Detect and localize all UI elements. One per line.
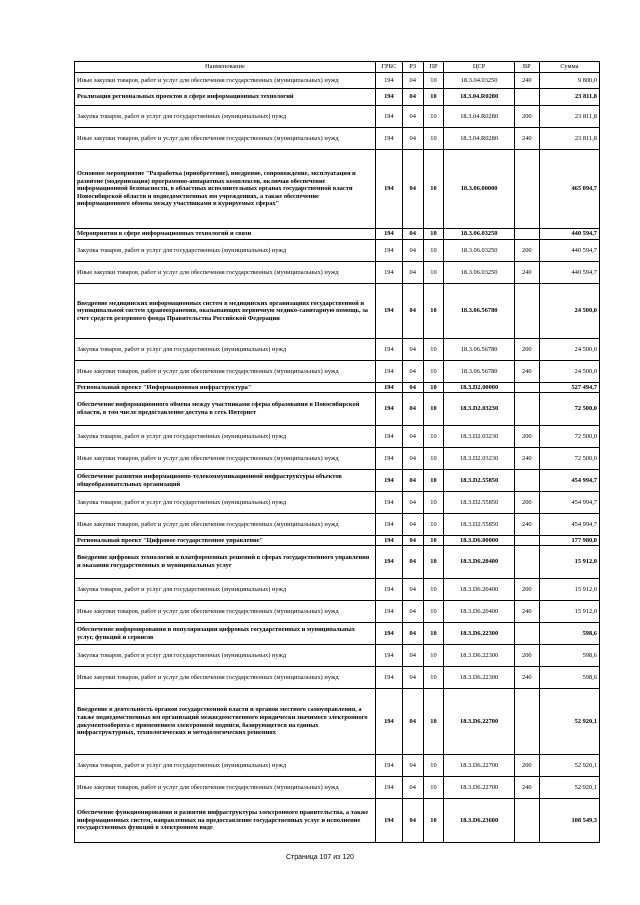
cell-csr: 18.3.06.56780 xyxy=(444,284,515,339)
table-row xyxy=(75,229,600,240)
cell-grbs: 194 xyxy=(375,240,402,262)
cell-vr: 240 xyxy=(514,262,539,284)
cell-grbs: 194 xyxy=(375,448,402,470)
cell-sum: 23 811,8 xyxy=(539,128,599,150)
table-row xyxy=(75,73,600,89)
cell-pr: 10 xyxy=(423,492,444,514)
cell-grbs: 194 xyxy=(375,777,402,799)
table-row xyxy=(75,579,600,601)
cell-pr: 10 xyxy=(423,601,444,623)
cell-grbs: 194 xyxy=(375,546,402,579)
cell-rz: 04 xyxy=(402,240,423,262)
cell-name: Реализация региональных проектов в сфере информационных технологий xyxy=(75,89,376,106)
cell-grbs: 194 xyxy=(375,150,402,229)
cell-vr xyxy=(514,470,539,492)
cell-grbs: 194 xyxy=(375,689,402,755)
cell-pr: 10 xyxy=(423,470,444,492)
table-row xyxy=(75,426,600,448)
cell-pr: 10 xyxy=(423,755,444,777)
table-row xyxy=(75,623,600,645)
cell-pr: 10 xyxy=(423,262,444,284)
table-row xyxy=(75,106,600,128)
cell-grbs: 194 xyxy=(375,536,402,546)
cell-vr: 240 xyxy=(514,514,539,536)
cell-csr: 18.3.D2.55850 xyxy=(444,470,515,492)
cell-vr: 200 xyxy=(514,755,539,777)
table-row xyxy=(75,645,600,667)
table-row xyxy=(75,492,600,514)
cell-name: Иные закупки товаров, работ и услуг для обеспечения государственных (муниципальных) нужд xyxy=(75,777,376,799)
cell-name: Иные закупки товаров, работ и услуг для обеспечения государственных (муниципальных) нужд xyxy=(75,448,376,470)
cell-pr: 10 xyxy=(423,89,444,106)
table-row xyxy=(75,128,600,150)
cell-sum: 23 811,8 xyxy=(539,106,599,128)
cell-vr xyxy=(514,799,539,843)
cell-name: Иные закупки товаров, работ и услуг для обеспечения государственных (муниципальных) нужд xyxy=(75,361,376,383)
cell-grbs: 194 xyxy=(375,645,402,667)
cell-grbs: 194 xyxy=(375,799,402,843)
cell-rz: 04 xyxy=(402,150,423,229)
table-row xyxy=(75,667,600,689)
cell-sum: 72 500,0 xyxy=(539,426,599,448)
cell-name: Закупка товаров, работ и услуг для государственных (муниципальных) нужд xyxy=(75,579,376,601)
cell-vr xyxy=(514,89,539,106)
cell-rz: 04 xyxy=(402,777,423,799)
cell-rz: 04 xyxy=(402,799,423,843)
table-row xyxy=(75,240,600,262)
cell-sum: 440 594,7 xyxy=(539,240,599,262)
cell-csr: 18.3.D6.22700 xyxy=(444,689,515,755)
cell-vr xyxy=(514,536,539,546)
cell-csr: 18.3.D6.22300 xyxy=(444,623,515,645)
cell-sum: 52 920,1 xyxy=(539,755,599,777)
cell-name: Региональный проект "Информационная инфраструктура" xyxy=(75,383,376,393)
cell-pr: 10 xyxy=(423,579,444,601)
cell-name: Внедрение цифровых технологий и платформенных решений в сферах государственного управления и оказания государственных и муниципальных услуг xyxy=(75,546,376,579)
cell-csr: 18.3.06.03250 xyxy=(444,229,515,240)
cell-grbs: 194 xyxy=(375,361,402,383)
cell-rz: 04 xyxy=(402,536,423,546)
cell-csr: 18.3.D6.22300 xyxy=(444,645,515,667)
cell-vr xyxy=(514,383,539,393)
cell-rz: 04 xyxy=(402,339,423,361)
cell-pr: 10 xyxy=(423,777,444,799)
cell-vr: 240 xyxy=(514,448,539,470)
cell-vr xyxy=(514,689,539,755)
cell-pr: 10 xyxy=(423,361,444,383)
cell-csr: 18.3.04.R0280 xyxy=(444,89,515,106)
cell-name: Региональный проект "Цифровое государственное управление" xyxy=(75,536,376,546)
cell-vr xyxy=(514,546,539,579)
cell-name: Внедрение медицинских информационных систем в медицинских организациях государственной и муниципальной систем здравоохранения, оказывающих первичную медико-санитарную помощь, за счет средств резервного фонда Правительства Российской Федерации xyxy=(75,284,376,339)
cell-rz: 04 xyxy=(402,383,423,393)
cell-vr xyxy=(514,150,539,229)
cell-rz: 04 xyxy=(402,229,423,240)
cell-pr: 10 xyxy=(423,623,444,645)
cell-pr: 10 xyxy=(423,150,444,229)
cell-rz: 04 xyxy=(402,262,423,284)
cell-csr: 18.3.D2.03230 xyxy=(444,448,515,470)
cell-pr: 10 xyxy=(423,393,444,426)
table-row xyxy=(75,755,600,777)
cell-sum: 15 912,0 xyxy=(539,546,599,579)
cell-name: Мероприятия в сфере информационных технологий и связи xyxy=(75,229,376,240)
cell-rz: 04 xyxy=(402,755,423,777)
cell-vr: 240 xyxy=(514,73,539,89)
cell-name: Обеспечение информационного обмена между участниками сферы образования в Новосибирской области, в том числе предоставление доступа в сеть Интернет xyxy=(75,393,376,426)
cell-pr: 10 xyxy=(423,448,444,470)
cell-grbs: 194 xyxy=(375,579,402,601)
cell-grbs: 194 xyxy=(375,514,402,536)
cell-sum: 15 912,0 xyxy=(539,601,599,623)
table-row xyxy=(75,448,600,470)
cell-sum: 52 920,1 xyxy=(539,777,599,799)
cell-vr: 240 xyxy=(514,361,539,383)
cell-grbs: 194 xyxy=(375,73,402,89)
budget-table xyxy=(74,61,600,843)
cell-csr: 18.3.D6.20400 xyxy=(444,579,515,601)
header-grbs: ГРБС xyxy=(375,62,402,73)
cell-sum: 598,6 xyxy=(539,645,599,667)
cell-name: Закупка товаров, работ и услуг для государственных (муниципальных) нужд xyxy=(75,339,376,361)
cell-vr xyxy=(514,229,539,240)
cell-vr: 200 xyxy=(514,579,539,601)
cell-pr: 10 xyxy=(423,383,444,393)
cell-name: Иные закупки товаров, работ и услуг для обеспечения государственных (муниципальных) нужд xyxy=(75,73,376,89)
cell-rz: 04 xyxy=(402,128,423,150)
cell-name: Иные закупки товаров, работ и услуг для обеспечения государственных (муниципальных) нужд xyxy=(75,667,376,689)
table-row xyxy=(75,383,600,393)
cell-grbs: 194 xyxy=(375,128,402,150)
cell-pr: 10 xyxy=(423,284,444,339)
cell-vr: 240 xyxy=(514,777,539,799)
cell-sum: 24 500,0 xyxy=(539,284,599,339)
cell-vr xyxy=(514,393,539,426)
cell-sum: 177 980,0 xyxy=(539,536,599,546)
cell-csr: 18.3.D6.22700 xyxy=(444,755,515,777)
cell-pr: 10 xyxy=(423,645,444,667)
header-pr: ПР xyxy=(423,62,444,73)
cell-name: Внедрение в деятельность органов государственной власти и органов местного самоуправления, а также подведомственных им организаций межведомственного юридически значимого электронного документооборота с применением электронной подписи, базирующегося на единых инфраструктурных, технологических и методологических решениях xyxy=(75,689,376,755)
header-csr: ЦСР xyxy=(444,62,515,73)
cell-csr: 18.3.06.56780 xyxy=(444,361,515,383)
cell-csr: 18.3.04.R0280 xyxy=(444,106,515,128)
cell-sum: 454 994,7 xyxy=(539,514,599,536)
cell-sum: 72 500,0 xyxy=(539,393,599,426)
cell-pr: 10 xyxy=(423,240,444,262)
cell-sum: 598,6 xyxy=(539,667,599,689)
cell-name: Закупка товаров, работ и услуг для государственных (муниципальных) нужд xyxy=(75,240,376,262)
cell-csr: 18.3.D2.03230 xyxy=(444,393,515,426)
cell-name: Основное мероприятие "Разработка (приобретение), внедрение, сопровождение, эксплуатация и развитие (модернизация) программно-аппаратных комплексов, включая обеспечение информационной безопасности, в областных исполнительных органах государственной власти Новосибирской области и подведомственных им учреждениях, а также обеспечение информационного обмена между участниками в курируемых сферах" xyxy=(75,150,376,229)
cell-csr: 18.3.06.56780 xyxy=(444,339,515,361)
header-rz: РЗ xyxy=(402,62,423,73)
cell-sum: 24 500,0 xyxy=(539,339,599,361)
table-row xyxy=(75,284,600,339)
cell-rz: 04 xyxy=(402,579,423,601)
table-row xyxy=(75,262,600,284)
cell-grbs: 194 xyxy=(375,393,402,426)
cell-sum: 72 500,0 xyxy=(539,448,599,470)
cell-rz: 04 xyxy=(402,426,423,448)
cell-pr: 10 xyxy=(423,229,444,240)
cell-vr: 240 xyxy=(514,601,539,623)
cell-pr: 10 xyxy=(423,536,444,546)
cell-rz: 04 xyxy=(402,393,423,426)
table-header-row xyxy=(75,62,600,73)
cell-name: Закупка товаров, работ и услуг для государственных (муниципальных) нужд xyxy=(75,426,376,448)
cell-name: Иные закупки товаров, работ и услуг для обеспечения государственных (муниципальных) нужд xyxy=(75,262,376,284)
cell-grbs: 194 xyxy=(375,667,402,689)
cell-sum: 454 994,7 xyxy=(539,492,599,514)
cell-csr: 18.3.D6.22700 xyxy=(444,777,515,799)
cell-vr: 200 xyxy=(514,492,539,514)
table-row xyxy=(75,546,600,579)
cell-grbs: 194 xyxy=(375,229,402,240)
cell-rz: 04 xyxy=(402,448,423,470)
cell-vr xyxy=(514,284,539,339)
cell-csr: 18.3.D6.22300 xyxy=(444,667,515,689)
cell-grbs: 194 xyxy=(375,492,402,514)
cell-csr: 18.3.D2.00000 xyxy=(444,383,515,393)
cell-sum: 52 920,1 xyxy=(539,689,599,755)
table-row xyxy=(75,601,600,623)
table-row xyxy=(75,339,600,361)
cell-rz: 04 xyxy=(402,645,423,667)
cell-grbs: 194 xyxy=(375,383,402,393)
cell-pr: 10 xyxy=(423,339,444,361)
cell-rz: 04 xyxy=(402,514,423,536)
cell-pr: 10 xyxy=(423,667,444,689)
cell-name: Закупка товаров, работ и услуг для государственных (муниципальных) нужд xyxy=(75,106,376,128)
cell-csr: 18.3.06.03250 xyxy=(444,262,515,284)
cell-name: Обеспечение информирования и популяризации цифровых государственных и муниципальных услуг, функций и сервисов xyxy=(75,623,376,645)
cell-sum: 440 594,7 xyxy=(539,229,599,240)
cell-grbs: 194 xyxy=(375,601,402,623)
cell-rz: 04 xyxy=(402,73,423,89)
cell-name: Иные закупки товаров, работ и услуг для обеспечения государственных (муниципальных) нужд xyxy=(75,128,376,150)
cell-name: Обеспечение функционирования и развития инфраструктуры электронного правительства, а также информационных систем, направленных на предоставление государственных услуг и исполнение государственных функций в электронном виде xyxy=(75,799,376,843)
cell-csr: 18.3.D2.55850 xyxy=(444,492,515,514)
cell-grbs: 194 xyxy=(375,755,402,777)
table-body xyxy=(75,73,600,843)
cell-pr: 10 xyxy=(423,799,444,843)
cell-grbs: 194 xyxy=(375,339,402,361)
cell-sum: 108 549,3 xyxy=(539,799,599,843)
table-row xyxy=(75,393,600,426)
cell-vr: 200 xyxy=(514,339,539,361)
cell-grbs: 194 xyxy=(375,426,402,448)
header-vr: ВР xyxy=(514,62,539,73)
header-name: Наименование xyxy=(75,62,376,73)
cell-pr: 10 xyxy=(423,73,444,89)
cell-vr xyxy=(514,623,539,645)
cell-pr: 10 xyxy=(423,426,444,448)
cell-csr: 18.3.D2.03230 xyxy=(444,426,515,448)
cell-sum: 23 811,8 xyxy=(539,89,599,106)
table-row xyxy=(75,150,600,229)
page-number: Страница 107 из 120 xyxy=(285,854,355,861)
cell-grbs: 194 xyxy=(375,89,402,106)
cell-csr: 18.3.D2.55850 xyxy=(444,514,515,536)
table-row xyxy=(75,689,600,755)
cell-csr: 18.3.D6.23600 xyxy=(444,799,515,843)
table-row xyxy=(75,514,600,536)
cell-csr: 18.3.D6.20400 xyxy=(444,601,515,623)
cell-rz: 04 xyxy=(402,492,423,514)
cell-csr: 18.3.D6.00000 xyxy=(444,536,515,546)
table-row xyxy=(75,799,600,843)
cell-sum: 24 500,0 xyxy=(539,361,599,383)
cell-sum: 527 494,7 xyxy=(539,383,599,393)
cell-grbs: 194 xyxy=(375,623,402,645)
cell-name: Иные закупки товаров, работ и услуг для обеспечения государственных (муниципальных) нужд xyxy=(75,514,376,536)
cell-name: Закупка товаров, работ и услуг для государственных (муниципальных) нужд xyxy=(75,645,376,667)
cell-vr: 240 xyxy=(514,128,539,150)
cell-name: Закупка товаров, работ и услуг для государственных (муниципальных) нужд xyxy=(75,492,376,514)
cell-rz: 04 xyxy=(402,470,423,492)
cell-rz: 04 xyxy=(402,667,423,689)
cell-rz: 04 xyxy=(402,623,423,645)
cell-rz: 04 xyxy=(402,284,423,339)
cell-vr: 200 xyxy=(514,426,539,448)
cell-sum: 454 994,7 xyxy=(539,470,599,492)
cell-sum: 598,6 xyxy=(539,623,599,645)
cell-sum: 15 912,0 xyxy=(539,579,599,601)
cell-rz: 04 xyxy=(402,106,423,128)
cell-grbs: 194 xyxy=(375,470,402,492)
cell-rz: 04 xyxy=(402,689,423,755)
cell-vr: 200 xyxy=(514,240,539,262)
cell-sum: 440 594,7 xyxy=(539,262,599,284)
cell-csr: 18.3.04.03250 xyxy=(444,73,515,89)
cell-rz: 04 xyxy=(402,89,423,106)
table-row xyxy=(75,470,600,492)
table-row xyxy=(75,361,600,383)
cell-grbs: 194 xyxy=(375,262,402,284)
cell-pr: 10 xyxy=(423,689,444,755)
table-row xyxy=(75,536,600,546)
table-row xyxy=(75,777,600,799)
cell-rz: 04 xyxy=(402,546,423,579)
cell-name: Закупка товаров, работ и услуг для государственных (муниципальных) нужд xyxy=(75,755,376,777)
cell-vr: 200 xyxy=(514,645,539,667)
cell-pr: 10 xyxy=(423,128,444,150)
cell-grbs: 194 xyxy=(375,284,402,339)
table-row xyxy=(75,89,600,106)
cell-csr: 18.3.06.00000 xyxy=(444,150,515,229)
cell-grbs: 194 xyxy=(375,106,402,128)
cell-sum: 465 094,7 xyxy=(539,150,599,229)
header-sum: Сумма xyxy=(539,62,599,73)
cell-pr: 10 xyxy=(423,106,444,128)
cell-rz: 04 xyxy=(402,361,423,383)
cell-csr: 18.3.04.R0280 xyxy=(444,128,515,150)
cell-vr: 240 xyxy=(514,667,539,689)
cell-csr: 18.3.06.03250 xyxy=(444,240,515,262)
cell-name: Иные закупки товаров, работ и услуг для обеспечения государственных (муниципальных) нужд xyxy=(75,601,376,623)
cell-pr: 10 xyxy=(423,514,444,536)
cell-rz: 04 xyxy=(402,601,423,623)
cell-name: Обеспечение развития информационно-телекоммуникационной инфраструктуры объектов общеобразовательных организаций xyxy=(75,470,376,492)
cell-csr: 18.3.D6.20400 xyxy=(444,546,515,579)
cell-vr: 200 xyxy=(514,106,539,128)
cell-pr: 10 xyxy=(423,546,444,579)
cell-sum: 9 800,0 xyxy=(539,73,599,89)
